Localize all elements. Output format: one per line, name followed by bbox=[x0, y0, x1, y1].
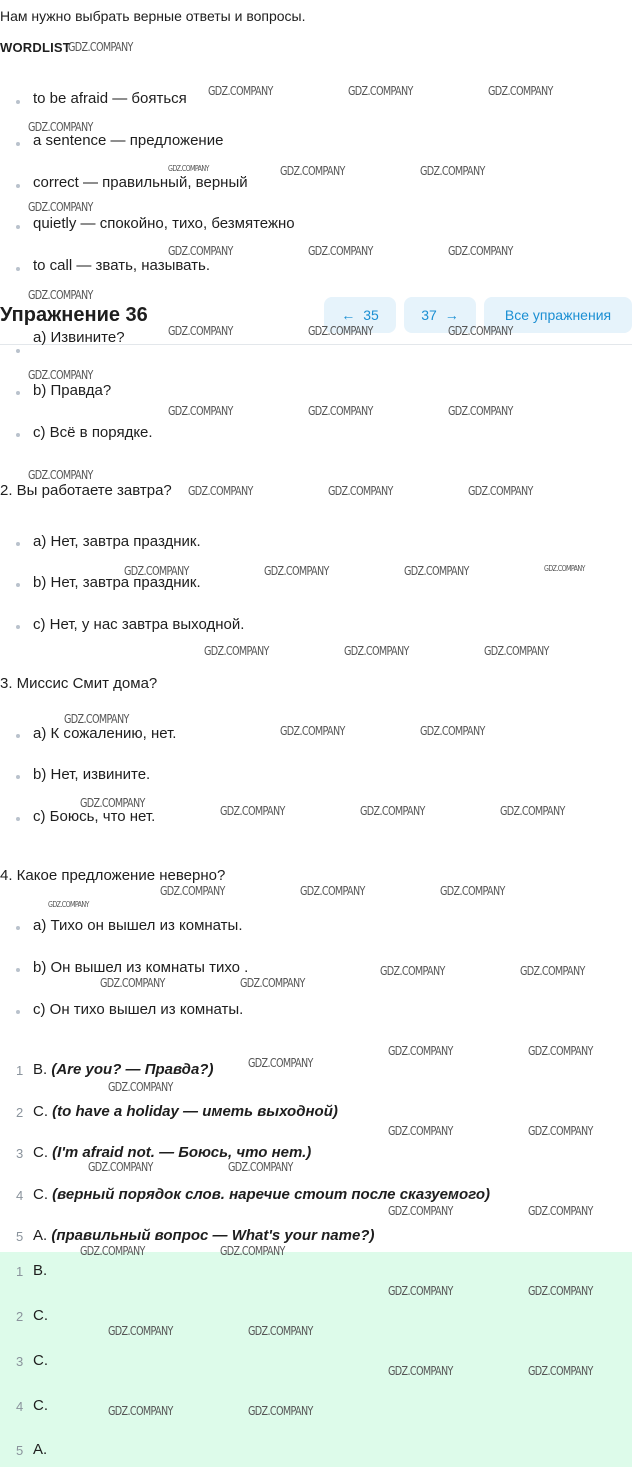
watermark: GDZ.COMPANY bbox=[528, 1204, 593, 1218]
watermark: GDZ.COMPANY bbox=[64, 712, 129, 726]
wordlist-item: correct — правильный, верный bbox=[33, 174, 248, 191]
short-answer: A. bbox=[33, 1441, 48, 1458]
bullet bbox=[16, 391, 20, 395]
answer-number: 5 bbox=[16, 1443, 24, 1458]
bullet bbox=[16, 1010, 20, 1014]
bullet bbox=[16, 775, 20, 779]
option: b) Нет, завтра праздник. bbox=[33, 574, 201, 591]
watermark: GDZ.COMPANY bbox=[28, 200, 93, 214]
option: b) Он вышел из комнаты тихо . bbox=[33, 959, 249, 976]
watermark: GDZ.COMPANY bbox=[280, 724, 345, 738]
watermark: GDZ.COMPANY bbox=[168, 244, 233, 258]
all-exercises-label: Все упражнения bbox=[504, 307, 612, 323]
watermark: GDZ.COMPANY bbox=[404, 564, 469, 578]
watermark: GDZ.COMPANY bbox=[124, 564, 189, 578]
watermark: GDZ.COMPANY bbox=[488, 84, 553, 98]
watermark: GDZ.COMPANY bbox=[240, 976, 305, 990]
watermark: GDZ.COMPANY bbox=[388, 1204, 453, 1218]
bullet bbox=[16, 184, 20, 188]
watermark: GDZ.COMPANY bbox=[388, 1284, 453, 1298]
watermark: GDZ.COMPANY bbox=[420, 724, 485, 738]
bullet bbox=[16, 926, 20, 930]
bullet bbox=[16, 968, 20, 972]
short-answer: C. bbox=[33, 1397, 48, 1414]
wordlist-label: WORDLIST bbox=[0, 40, 71, 55]
watermark: GDZ.COMPANY bbox=[420, 164, 485, 178]
watermark: GDZ.COMPANY bbox=[544, 564, 585, 573]
wordlist-item: quietly — спокойно, тихо, безмятежно bbox=[33, 215, 295, 232]
watermark: GDZ.COMPANY bbox=[248, 1056, 313, 1070]
answer-item: A. (правильный вопрос — What's your name?) bbox=[33, 1227, 375, 1244]
watermark: GDZ.COMPANY bbox=[528, 1044, 593, 1058]
watermark: GDZ.COMPANY bbox=[248, 1404, 313, 1418]
answer-item: C. (верный порядок слов. наречие стоит после сказуемого) bbox=[33, 1186, 490, 1203]
answer-number: 4 bbox=[16, 1399, 24, 1414]
watermark: GDZ.COMPANY bbox=[188, 484, 253, 498]
arrow-right-icon: → bbox=[444, 307, 459, 323]
bullet bbox=[16, 349, 20, 353]
question-3: 3. Миссис Смит дома? bbox=[0, 675, 158, 692]
short-answer: B. bbox=[33, 1262, 48, 1279]
watermark: GDZ.COMPANY bbox=[88, 1160, 153, 1174]
bullet bbox=[16, 583, 20, 587]
question-2: 2. Вы работаете завтра? bbox=[0, 482, 172, 499]
watermark: GDZ.COMPANY bbox=[388, 1364, 453, 1378]
watermark: GDZ.COMPANY bbox=[208, 84, 273, 98]
answer-item: C. (to have a holiday — иметь выходной) bbox=[33, 1103, 338, 1120]
watermark: GDZ.COMPANY bbox=[308, 404, 373, 418]
arrow-left-icon: ← bbox=[341, 307, 356, 323]
watermark: GDZ.COMPANY bbox=[528, 1364, 593, 1378]
watermark: GDZ.COMPANY bbox=[108, 1404, 173, 1418]
option: c) Боюсь, что нет. bbox=[33, 808, 156, 825]
watermark: GDZ.COMPANY bbox=[204, 644, 269, 658]
bullet bbox=[16, 142, 20, 146]
answer-item: B. (Are you? — Правда?) bbox=[33, 1061, 214, 1078]
watermark: GDZ.COMPANY bbox=[440, 884, 505, 898]
watermark: GDZ.COMPANY bbox=[280, 164, 345, 178]
question-4: 4. Какое предложение неверно? bbox=[0, 867, 226, 884]
watermark: GDZ.COMPANY bbox=[108, 1080, 173, 1094]
wordlist-item: to be afraid — бояться bbox=[33, 90, 187, 107]
watermark: GDZ.COMPANY bbox=[168, 404, 233, 418]
watermark: GDZ.COMPANY bbox=[520, 964, 585, 978]
bullet bbox=[16, 100, 20, 104]
bullet bbox=[16, 267, 20, 271]
wordlist-item: a sentence — предложение bbox=[33, 132, 224, 149]
short-answer: C. bbox=[33, 1307, 48, 1324]
answer-number: 2 bbox=[16, 1309, 24, 1324]
answer-number: 5 bbox=[16, 1229, 24, 1244]
bullet bbox=[16, 625, 20, 629]
watermark: GDZ.COMPANY bbox=[28, 368, 93, 382]
watermark: GDZ.COMPANY bbox=[28, 120, 93, 134]
bullet bbox=[16, 433, 20, 437]
watermark: GDZ.COMPANY bbox=[468, 484, 533, 498]
answer-number: 3 bbox=[16, 1146, 24, 1161]
answer-number: 3 bbox=[16, 1354, 24, 1369]
answer-number: 1 bbox=[16, 1063, 24, 1078]
option: b) Нет, извините. bbox=[33, 766, 151, 783]
bullet bbox=[16, 817, 20, 821]
watermark: GDZ.COMPANY bbox=[264, 564, 329, 578]
bullet bbox=[16, 734, 20, 738]
watermark: GDZ.COMPANY bbox=[220, 1244, 285, 1258]
next-exercise-label: 37 bbox=[421, 307, 437, 323]
option: a) К сожалению, нет. bbox=[33, 725, 177, 742]
option-cut: a) Извините? bbox=[33, 329, 125, 346]
intro-text: Нам нужно выбрать верные ответы и вопросы. bbox=[0, 8, 306, 24]
watermark: GDZ.COMPANY bbox=[308, 244, 373, 258]
watermark: GDZ.COMPANY bbox=[28, 468, 93, 482]
watermark: GDZ.COMPANY bbox=[300, 884, 365, 898]
watermark: GDZ.COMPANY bbox=[248, 1324, 313, 1338]
watermark: GDZ.COMPANY bbox=[528, 1124, 593, 1138]
watermark: GDZ.COMPANY bbox=[448, 244, 513, 258]
watermark: GDZ.COMPANY bbox=[388, 1044, 453, 1058]
option: a) Нет, завтра праздник. bbox=[33, 533, 201, 550]
watermark: GDZ.COMPANY bbox=[68, 40, 133, 54]
watermark: GDZ.COMPANY bbox=[48, 900, 89, 909]
watermark: GDZ.COMPANY bbox=[28, 288, 93, 302]
watermark: GDZ.COMPANY bbox=[448, 324, 513, 338]
short-answer: C. bbox=[33, 1352, 48, 1369]
watermark: GDZ.COMPANY bbox=[348, 84, 413, 98]
answer-item: C. (I'm afraid not. — Боюсь, что нет.) bbox=[33, 1144, 312, 1161]
answer-number: 4 bbox=[16, 1188, 24, 1203]
watermark: GDZ.COMPANY bbox=[168, 164, 209, 173]
option: b) Правда? bbox=[33, 382, 112, 399]
watermark: GDZ.COMPANY bbox=[500, 804, 565, 818]
bullet bbox=[16, 542, 20, 546]
exercise-title: Упражнение 36 bbox=[0, 304, 148, 326]
watermark: GDZ.COMPANY bbox=[228, 1160, 293, 1174]
answer-number: 2 bbox=[16, 1105, 24, 1120]
option: a) Тихо он вышел из комнаты. bbox=[33, 917, 243, 934]
watermark: GDZ.COMPANY bbox=[220, 804, 285, 818]
watermark: GDZ.COMPANY bbox=[380, 964, 445, 978]
answer-number: 1 bbox=[16, 1264, 24, 1279]
option: c) Всё в порядке. bbox=[33, 424, 153, 441]
watermark: GDZ.COMPANY bbox=[160, 884, 225, 898]
option: c) Он тихо вышел из комнаты. bbox=[33, 1001, 244, 1018]
watermark: GDZ.COMPANY bbox=[108, 1324, 173, 1338]
option: c) Нет, у нас завтра выходной. bbox=[33, 616, 245, 633]
watermark: GDZ.COMPANY bbox=[308, 324, 373, 338]
watermark: GDZ.COMPANY bbox=[388, 1124, 453, 1138]
watermark: GDZ.COMPANY bbox=[328, 484, 393, 498]
wordlist-item: to call — звать, называть. bbox=[33, 257, 211, 274]
watermark: GDZ.COMPANY bbox=[80, 1244, 145, 1258]
watermark: GDZ.COMPANY bbox=[484, 644, 549, 658]
watermark: GDZ.COMPANY bbox=[168, 324, 233, 338]
watermark: GDZ.COMPANY bbox=[100, 976, 165, 990]
bullet bbox=[16, 225, 20, 229]
watermark: GDZ.COMPANY bbox=[344, 644, 409, 658]
watermark: GDZ.COMPANY bbox=[360, 804, 425, 818]
watermark: GDZ.COMPANY bbox=[80, 796, 145, 810]
watermark: GDZ.COMPANY bbox=[528, 1284, 593, 1298]
prev-exercise-label: 35 bbox=[363, 307, 379, 323]
watermark: GDZ.COMPANY bbox=[448, 404, 513, 418]
